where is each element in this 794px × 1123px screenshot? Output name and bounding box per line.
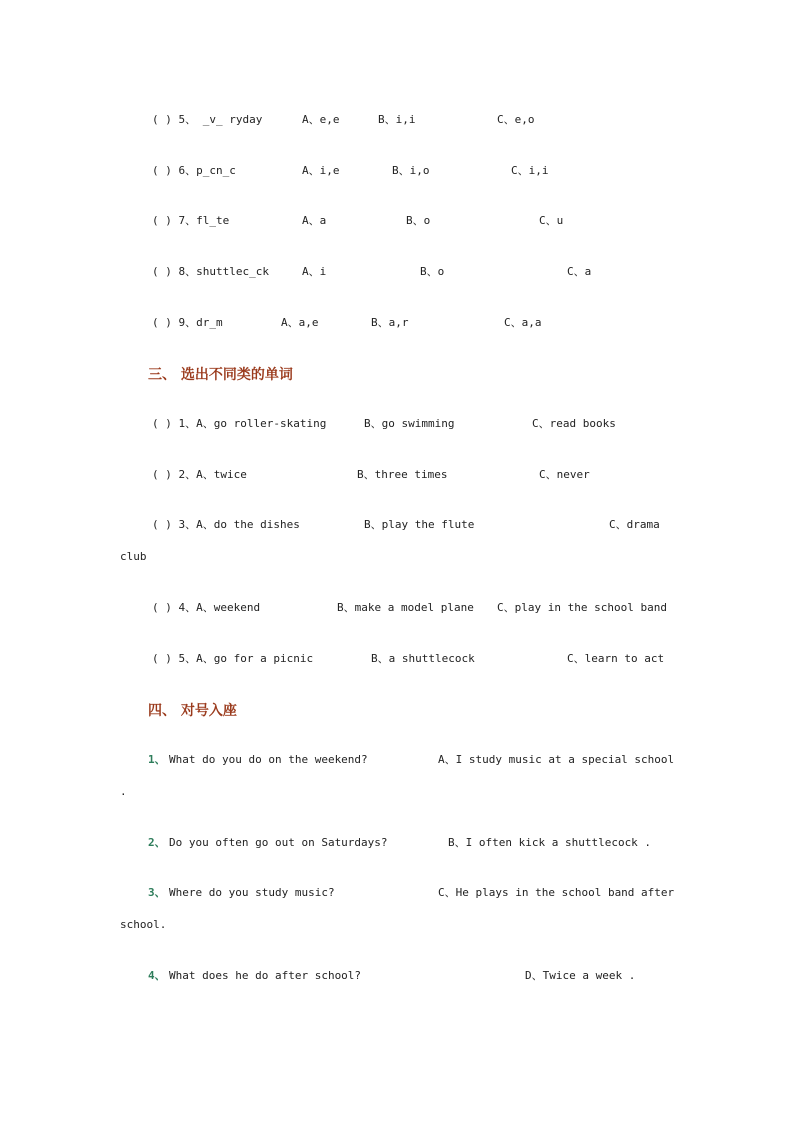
option-b: B、i,o <box>392 164 430 177</box>
question-text: Where do you study music? <box>169 886 335 899</box>
answer-text: D、Twice a week . <box>525 969 636 982</box>
option-c: C、a,a <box>504 316 542 329</box>
option-a: A、a <box>302 214 327 227</box>
answer-text: A、I study music at a special school <box>438 753 675 766</box>
option-c: C、e,o <box>497 113 535 126</box>
question-row <box>152 518 660 574</box>
option-c: C、u <box>539 214 564 227</box>
answer-text: B、I often kick a shuttlecock . <box>448 836 652 849</box>
option-c: C、i,i <box>511 164 549 177</box>
answer-text: C、He plays in the school band after <box>438 886 675 899</box>
question-text: ( ) 5、 _v_ ryday <box>152 113 263 126</box>
question-text: ( ) 2、A、twice <box>152 468 247 481</box>
wrapped-text: club <box>120 550 147 563</box>
wrapped-text: . <box>120 785 127 798</box>
option-b: B、make a model plane <box>337 601 474 614</box>
option-c: C、play in the school band <box>497 601 667 614</box>
question-text: ( ) 6、p_cn_c <box>152 164 236 177</box>
question-row <box>152 468 590 524</box>
option-b: B、a,r <box>371 316 409 329</box>
question-text: What does he do after school? <box>169 969 362 982</box>
option-b: B、three times <box>357 468 448 481</box>
option-c: C、never <box>539 468 590 481</box>
question-text: ( ) 5、A、go for a picnic <box>152 652 314 665</box>
wrapped-text: school. <box>120 918 167 931</box>
option-c: C、learn to act <box>567 652 665 665</box>
option-c: C、a <box>567 265 592 278</box>
match-row <box>148 886 675 942</box>
question-text: ( ) 3、A、do the dishes <box>152 518 300 531</box>
option-a: A、i <box>302 265 327 278</box>
option-b: B、go swimming <box>364 417 455 430</box>
option-b: B、play the flute <box>364 518 475 531</box>
option-c: C、read books <box>532 417 616 430</box>
match-row <box>148 753 675 809</box>
item-number: 2、 <box>148 836 166 849</box>
option-a: A、a,e <box>281 316 319 329</box>
section-heading: 四、 对号入座 <box>148 703 237 719</box>
item-number: 1、 <box>148 753 166 766</box>
option-a: A、e,e <box>302 113 340 126</box>
match-row <box>148 836 652 892</box>
question-row <box>152 417 616 473</box>
question-text: What do you do on the weekend? <box>169 753 368 766</box>
question-text: ( ) 8、shuttlec_ck <box>152 265 269 278</box>
question-row <box>152 601 667 657</box>
option-b: B、a shuttlecock <box>371 652 475 665</box>
question-text: ( ) 9、dr_m <box>152 316 223 329</box>
option-b: B、i,i <box>378 113 416 126</box>
option-b: B、o <box>406 214 431 227</box>
option-b: B、o <box>420 265 445 278</box>
section-heading: 三、 选出不同类的单词 <box>148 367 293 383</box>
question-text: Do you often go out on Saturdays? <box>169 836 388 849</box>
question-text: ( ) 7、fl_te <box>152 214 230 227</box>
item-number: 4、 <box>148 969 166 982</box>
question-text: ( ) 4、A、weekend <box>152 601 261 614</box>
item-number: 3、 <box>148 886 166 899</box>
option-a: A、i,e <box>302 164 340 177</box>
match-row <box>148 969 636 1025</box>
option-c: C、drama <box>609 518 660 531</box>
question-text: ( ) 1、A、go roller-skating <box>152 417 327 430</box>
